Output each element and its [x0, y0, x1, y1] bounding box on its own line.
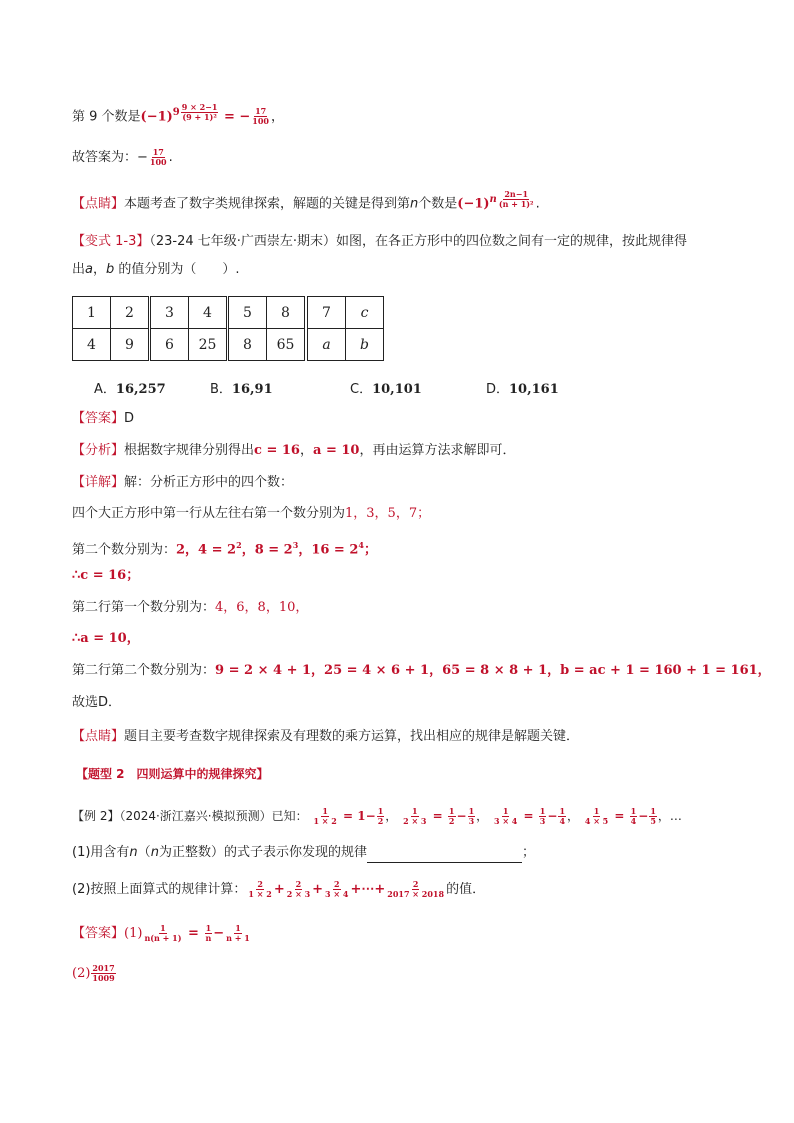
text: 的值分别为（ ）.: [114, 262, 240, 277]
var-a: a: [85, 262, 93, 277]
exponent-fraction: [498, 190, 535, 209]
math: (2): [72, 966, 91, 981]
answer-2-part-1: [72, 924, 252, 944]
tag: 【分析】: [72, 443, 125, 458]
math-exp: 9: [172, 107, 180, 118]
text: 四个大正方形中第一行从左往右第一个数分别为: [72, 506, 346, 521]
text: 个数是: [418, 196, 458, 212]
num: 1: [630, 806, 637, 816]
detail-row-4: [72, 598, 308, 618]
num: 1: [205, 923, 212, 933]
cell: 7: [308, 297, 346, 329]
detail-row-1: [72, 504, 430, 524]
text: 第二行第二个数分别为：: [72, 663, 216, 678]
text: 故选D．: [72, 695, 122, 710]
question-1: [72, 843, 535, 863]
cell: 8: [229, 329, 267, 361]
option-value: 16,91: [231, 382, 273, 397]
var-b: b: [106, 262, 115, 277]
var-n: n: [410, 196, 419, 212]
num: 1: [502, 806, 509, 816]
math: +⋯+: [350, 882, 386, 897]
fraction: [143, 924, 182, 943]
var-n: n: [150, 845, 159, 860]
math: ，16 = 2: [298, 542, 359, 558]
num: 9 × 2−1: [181, 102, 218, 112]
tag: 【点睛】: [72, 729, 125, 744]
section-title: 四则运算中的规律探究】: [124, 767, 269, 781]
num: 2: [412, 879, 419, 889]
num: 2: [257, 879, 263, 889]
math: a = 10: [313, 443, 360, 458]
fraction: [558, 807, 566, 826]
answer-line: [72, 409, 134, 429]
math: 2，4 = 2: [176, 542, 237, 558]
square-grid-1: [72, 296, 149, 361]
num: 1: [160, 923, 166, 933]
cell: c: [346, 297, 384, 329]
den: (n + 1)²: [498, 199, 534, 209]
answer-value: D: [124, 411, 135, 426]
text: ，: [92, 262, 106, 277]
line-answer-is: [72, 148, 173, 168]
den: 2017 × 2018: [387, 889, 445, 899]
detail-line: [72, 473, 293, 493]
math: =: [183, 926, 204, 941]
math: 1，3，5，7；: [345, 506, 431, 521]
num: 1: [650, 806, 656, 816]
math: −: [456, 809, 467, 823]
fraction: [324, 880, 349, 899]
text: (1)用含有: [72, 845, 130, 860]
math: −: [213, 926, 225, 941]
math: −: [547, 809, 558, 823]
variant-line-2: [72, 260, 240, 280]
den: 3: [468, 816, 475, 826]
den: n + 1: [226, 933, 250, 943]
fraction: [286, 880, 311, 899]
fraction: [468, 807, 476, 826]
detail-row-2: [72, 535, 377, 560]
math-exp: 3: [292, 540, 299, 550]
den: 2 × 3: [286, 889, 311, 899]
text: .: [168, 150, 173, 165]
text: 故答案为：−: [72, 150, 148, 165]
cell: 6: [151, 329, 189, 361]
math: =: [610, 809, 629, 823]
den: 2 × 3: [403, 816, 427, 826]
fraction: [312, 807, 337, 826]
text: 的值．: [446, 882, 486, 897]
detail-row-6: [72, 661, 771, 681]
variant-line-1: [72, 232, 687, 252]
cell: 25: [189, 329, 227, 361]
answer-2-part-2: [72, 964, 117, 984]
cell: b: [346, 329, 384, 361]
den: 100: [149, 157, 167, 167]
cell: a: [308, 329, 346, 361]
dianjing-2: [72, 727, 579, 747]
fraction: [247, 880, 272, 899]
text: 为正整数）的式子表示你发现的规律: [158, 845, 367, 860]
den: 1 × 2: [248, 889, 272, 899]
text: 根据数字规律分别得出: [124, 443, 255, 458]
den: n: [205, 933, 212, 943]
cell: 65: [267, 329, 305, 361]
fraction: [402, 807, 427, 826]
math: (1): [124, 926, 143, 941]
tag: 【详解】: [72, 475, 125, 490]
cell: 1: [73, 297, 111, 329]
math: −: [638, 809, 649, 823]
math-eq: = −: [219, 109, 251, 125]
option-value: 10,101: [372, 382, 422, 397]
fraction: [584, 807, 609, 826]
text: （: [137, 845, 151, 860]
den: 1 × 2: [313, 816, 337, 826]
detail-row-5: [72, 629, 140, 649]
math: =: [428, 809, 447, 823]
den: 3: [539, 816, 546, 826]
num: 1: [377, 806, 384, 816]
num: 2: [333, 879, 340, 889]
tag: 【变式 1-3】: [72, 234, 150, 249]
text: ；: [521, 845, 535, 860]
text: 本题考查了数字类规律探索，解题的关键是得到第: [124, 196, 411, 212]
question-2: (2)按照上面算式的规律计算： $\frac{2}{1 \times 2}$ + $\frac{2}{2 \times 3}$ + $\frac{2}{3 \times 4}$ +⋯+ $\frac{2}{2017 \times 2018}$ 的值．: [72, 879, 486, 899]
cell: 3: [151, 297, 189, 329]
fraction: [649, 807, 657, 826]
den: 3 × 4: [493, 816, 518, 826]
detail-row-7: [72, 693, 121, 713]
cell: 2: [111, 297, 149, 329]
tag: 【例 2】: [72, 809, 120, 823]
den: 100: [252, 116, 269, 127]
option-value: 10,161: [509, 382, 559, 397]
math: ∴c = 16；: [72, 568, 140, 583]
num: 1: [559, 806, 566, 816]
fraction: [539, 807, 547, 826]
cell: 4: [189, 297, 227, 329]
den: 4: [630, 816, 637, 826]
math: ∴a = 10，: [72, 631, 140, 646]
detail-row-3: [72, 566, 139, 586]
tag: 【点睛】: [72, 196, 125, 212]
option-label: B．: [210, 382, 232, 397]
fraction: [225, 924, 251, 943]
line-9th-number: [72, 103, 284, 127]
cell: 8: [267, 297, 305, 329]
math-base: (−1): [140, 109, 173, 125]
option-a: [94, 378, 166, 397]
text: ，再由运算方法求解即可．: [359, 443, 516, 458]
text: （23-24 七年级·广西崇左·期末）如图，在各正方形中的四位数之间有一定的规律，按此规律得: [149, 234, 688, 249]
num: 1: [539, 806, 546, 816]
math: 4，6，8，10，: [215, 600, 309, 615]
example-2: 【例 2】（2024·浙江嘉兴·模拟预测）已知： $\frac{1}{1 \times 2}$ = 1− $\frac{1}{2}$ ， $\frac{1}{2 \times 3}$ = $\frac{1}{2}$ − $\frac{1}{3}$ ， $\frac{1}{3 \times 4}$ = $\frac{1}{3}$ − $\frac{1}{4}$ ， $\frac{1}{4 \times 5}$ = $\frac{1}{4}$ − $\frac{1}{5}$ ，…: [72, 806, 682, 826]
text: ，: [271, 109, 285, 125]
fraction: [377, 807, 385, 826]
text: 出: [72, 262, 86, 277]
den: 3 × 4: [325, 889, 349, 899]
fraction: [149, 148, 168, 167]
section-header: [76, 764, 269, 784]
num: 17: [152, 147, 164, 157]
text: 解：分析正方形中的四个数：: [124, 475, 294, 490]
section-tag: 【题型 2: [76, 767, 125, 781]
den: 5: [650, 816, 656, 826]
answer-blank[interactable]: [367, 848, 522, 863]
text: （2024·浙江嘉兴·模拟预测）已知：: [119, 809, 308, 823]
square-grid-3: [228, 296, 305, 361]
math-exp: n: [489, 194, 497, 205]
fraction: [493, 807, 518, 826]
option-label: C．: [350, 382, 373, 397]
den: n(n + 1): [144, 933, 182, 943]
num: 1: [235, 923, 241, 933]
math: ，8 = 2: [241, 542, 293, 558]
den: (9 + 1)²: [182, 112, 217, 122]
math-exp: 2: [236, 540, 242, 550]
num: 1: [593, 806, 600, 816]
exponent-fraction: [181, 103, 219, 122]
option-c: [350, 378, 422, 397]
math: c = 16: [254, 443, 300, 458]
square-grid-4: [307, 296, 384, 361]
num: 1: [468, 806, 475, 816]
den: 2: [377, 816, 384, 826]
text: .: [535, 196, 540, 212]
cell: 5: [229, 297, 267, 329]
fraction: [91, 964, 115, 983]
option-label: D．: [486, 382, 510, 397]
analysis-line: [72, 441, 515, 461]
num: 1: [448, 806, 455, 816]
num: 17: [255, 106, 267, 117]
text: ，…: [657, 809, 682, 823]
cell: 4: [73, 329, 111, 361]
text: 第二个数分别为：: [72, 542, 177, 558]
num: 2017: [92, 963, 115, 973]
den: 4: [559, 816, 566, 826]
num: 1: [322, 806, 328, 816]
fraction: [204, 924, 212, 943]
math: 9 = 2 × 4 + 1，25 = 4 × 6 + 1，65 = 8 × 8 + 1，b = ac + 1 = 160 + 1 = 161，: [215, 663, 771, 678]
cell: 9: [111, 329, 149, 361]
tag: 【答案】: [72, 926, 125, 941]
fraction: [386, 880, 445, 899]
text: (2)按照上面算式的规律计算：: [72, 882, 247, 897]
num: 1: [412, 806, 418, 816]
math: =: [519, 809, 538, 823]
result-fraction: [251, 107, 270, 126]
option-value: 16,257: [115, 382, 166, 397]
fraction: [630, 807, 638, 826]
fraction: [448, 807, 456, 826]
math-base: (−1): [457, 196, 490, 212]
den: 1009: [92, 973, 115, 983]
text: 题目主要考查数字规律探索及有理数的乘方运算，找出相应的规律是解题关键．: [124, 729, 580, 744]
square-grid-2: [150, 296, 227, 361]
dianjing-1: [72, 190, 540, 214]
math-exp: 4: [358, 540, 364, 550]
text: 第 9 个数是: [72, 109, 141, 125]
den: 4 × 5: [584, 816, 609, 826]
option-b: [210, 378, 273, 397]
math: ；: [363, 542, 377, 558]
text: 第二行第一个数分别为：: [72, 600, 216, 615]
num: 2n−1: [504, 189, 529, 199]
math: = 1−: [338, 809, 376, 823]
var-n: n: [129, 845, 138, 860]
tag: 【答案】: [72, 411, 125, 426]
text: ，: [299, 443, 313, 458]
option-label: A．: [94, 382, 116, 397]
num: 2: [295, 879, 302, 889]
den: 2: [448, 816, 455, 826]
option-d: [486, 378, 559, 397]
